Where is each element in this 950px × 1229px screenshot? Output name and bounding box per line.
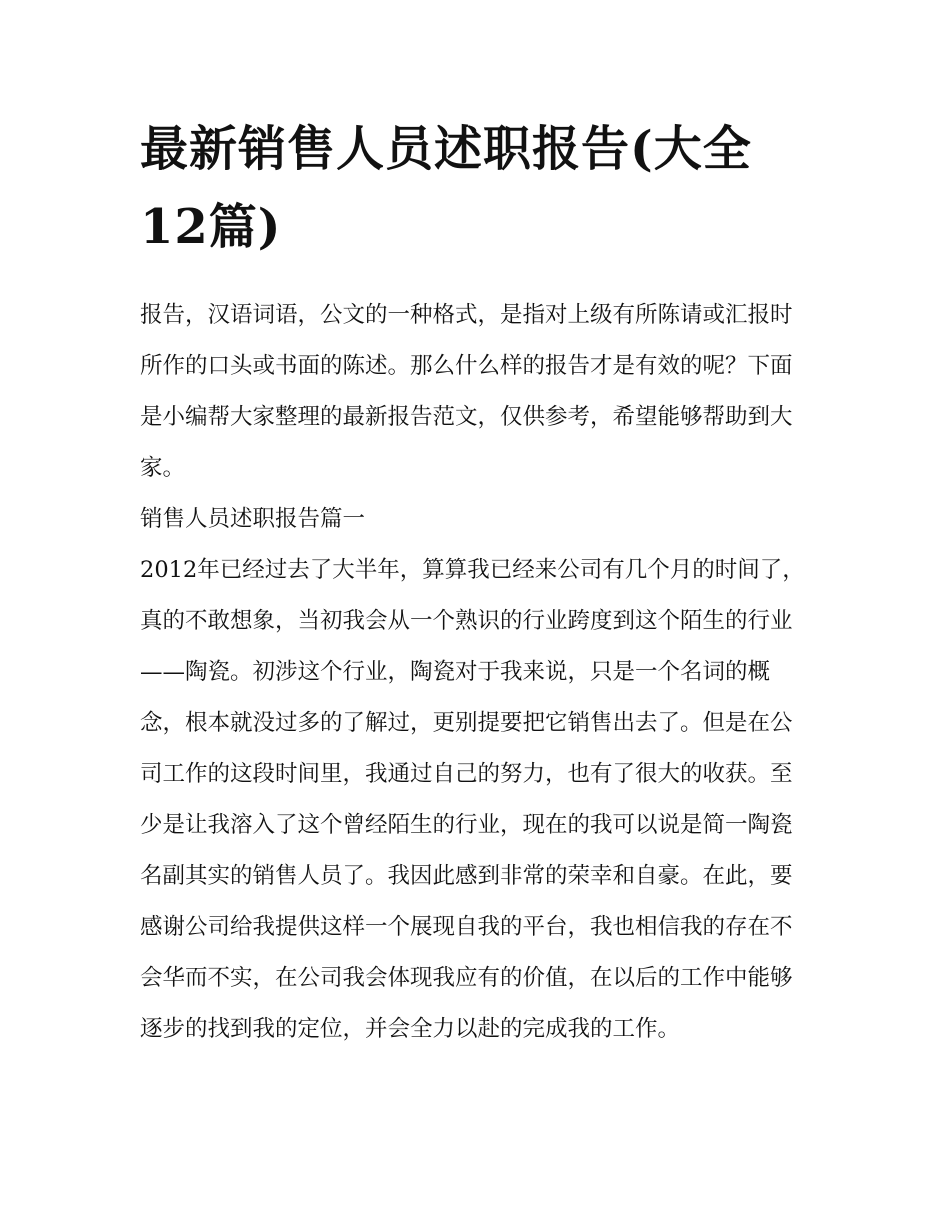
document-title: 最新销售人员述职报告(大全12篇) (140, 121, 752, 255)
document-page (140, 110, 812, 1055)
intro-paragraph: 报告，汉语词语，公文的一种格式，是指对上级有所陈请或汇报时所作的口头或书面的陈述。那么什么样的报告才是有效的呢？下面是小编帮大家整理的最新报告范文，仅供参考，希望能够帮助到大家。 (140, 302, 793, 481)
body-paragraph: 2012年已经过去了大半年，算算我已经来公司有几个月的时间了，真的不敢想象，当初我会从一个熟识的行业跨度到这个陌生的行业——陶瓷。初涉这个行业，陶瓷对于我来说，只是一个名词的概念，根本就没过多的了解过，更别提要把它销售出去了。但是在公司工作的这段时间里，我通过自己的努力，也有了很大的收获。至少是让我溶入了这个曾经陌生的行业，现在的我可以说是简一陶瓷名副其实的销售人员了。我因此感到非常的荣幸和自豪。在此，要感谢公司给我提供这样一个展现自我的平台，我也相信我的存在不会华而不实，在公司我会体现我应有的价值，在以后的工作中能够逐步的找到我的定位，并会全力以赴的完成我的工作。 (140, 557, 805, 1042)
section-heading: 销售人员述职报告篇一 (140, 506, 366, 532)
